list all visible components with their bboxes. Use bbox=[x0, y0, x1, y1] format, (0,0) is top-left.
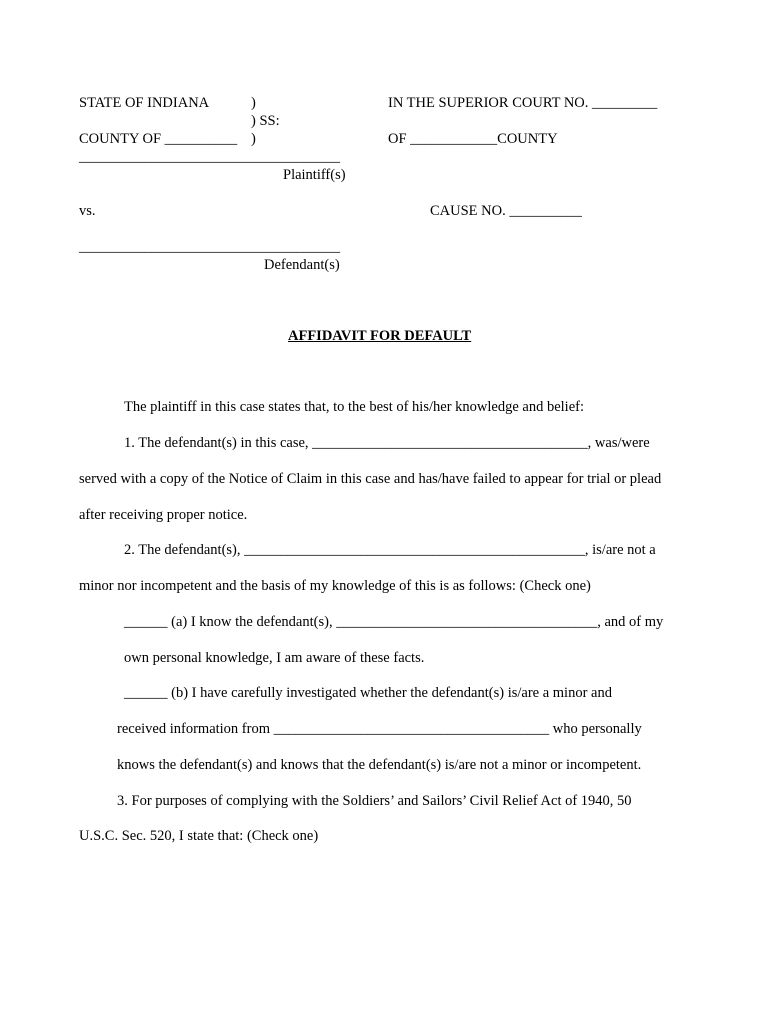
paragraph-2-line-2: minor nor incompetent and the basis of my knowledge of this is as follows: (Check one) bbox=[79, 578, 591, 594]
paragraph-3-line-2: U.S.C. Sec. 520, I state that: (Check one) bbox=[79, 828, 319, 844]
defendant-blank: ____________________________________ bbox=[79, 239, 340, 255]
option-b-line-1: ______ (b) I have carefully investigated whether the defendant(s) is/are a minor and bbox=[124, 685, 612, 701]
plaintiff-blank: ____________________________________ bbox=[79, 149, 340, 165]
caption-paren-top: ) bbox=[251, 95, 256, 111]
paragraph-1-line-1: 1. The defendant(s) in this case, ______________________________________, was/were bbox=[124, 435, 650, 451]
option-b-line-3: knows the defendant(s) and knows that the defendant(s) is/are not a minor or incompetent. bbox=[117, 757, 642, 773]
defendant-label: Defendant(s) bbox=[264, 257, 340, 273]
intro-paragraph: The plaintiff in this case states that, to the best of his/her knowledge and belief: bbox=[124, 399, 584, 415]
of-county-line: OF ____________COUNTY bbox=[388, 131, 558, 147]
plaintiff-label: Plaintiff(s) bbox=[283, 167, 346, 183]
paragraph-1-line-2: served with a copy of the Notice of Claim in this case and has/have failed to appear for trial or plead bbox=[79, 471, 662, 487]
court-line: IN THE SUPERIOR COURT NO. _________ bbox=[388, 95, 658, 111]
paragraph-1-line-3: after receiving proper notice. bbox=[79, 507, 248, 523]
caption-paren-bottom: ) bbox=[251, 131, 256, 147]
option-b-line-2: received information from ______________________________________ who personally bbox=[117, 721, 642, 737]
paragraph-2-line-1: 2. The defendant(s), _______________________________________________, is/are not a bbox=[124, 542, 656, 558]
ss-label: ) SS: bbox=[251, 113, 280, 129]
paragraph-3-line-1: 3. For purposes of complying with the Soldiers’ and Sailors’ Civil Relief Act of 1940, 50 bbox=[117, 793, 632, 809]
cause-number: CAUSE NO. __________ bbox=[430, 203, 582, 219]
option-a-line-1: ______ (a) I know the defendant(s), ____________________________________, and of my bbox=[124, 614, 664, 630]
state-line: STATE OF INDIANA bbox=[79, 95, 210, 111]
county-line: COUNTY OF __________ bbox=[79, 131, 238, 147]
vs-label: vs. bbox=[79, 203, 96, 219]
document-title: AFFIDAVIT FOR DEFAULT bbox=[288, 328, 472, 344]
option-a-line-2: own personal knowledge, I am aware of these facts. bbox=[124, 650, 425, 666]
